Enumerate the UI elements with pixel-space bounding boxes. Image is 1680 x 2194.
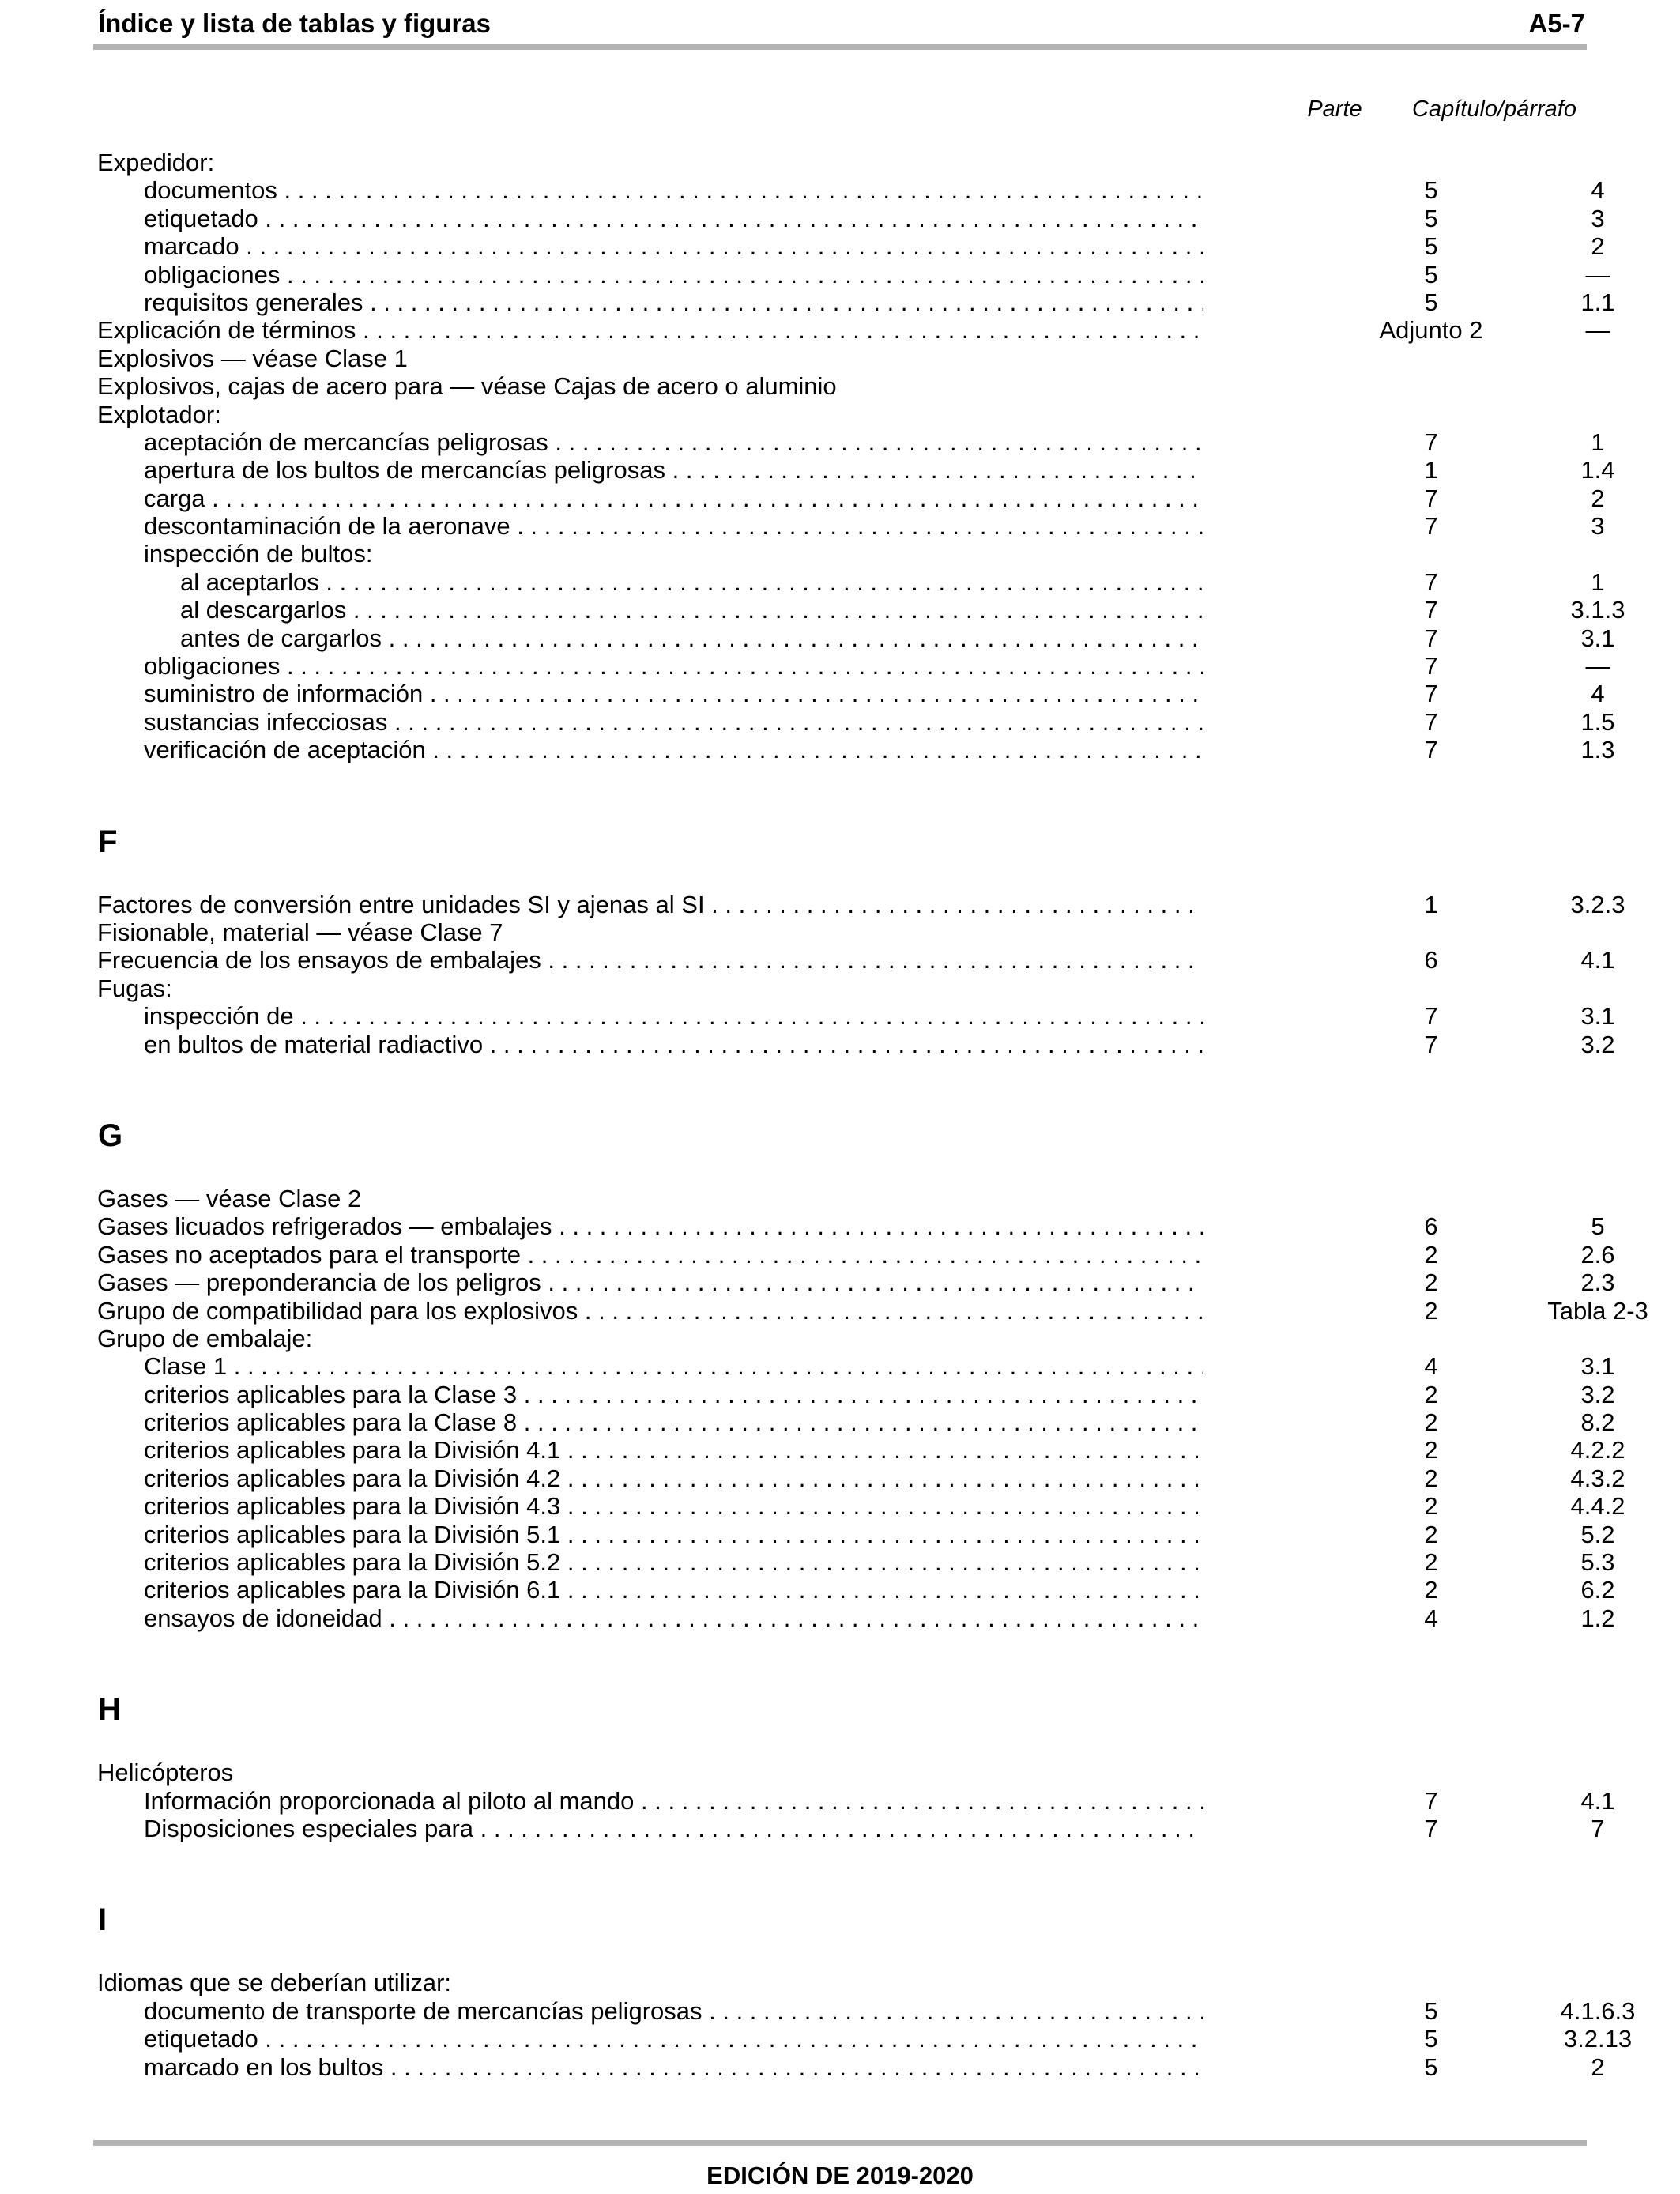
entry-label: Fisionable, material — véase Clase 7	[97, 918, 503, 946]
entry-label: Gases — véase Clase 2	[97, 1184, 362, 1212]
entry-part: 5	[1424, 232, 1438, 261]
index-entry	[96, 260, 1610, 288]
entry-label: criterios aplicables para la División 4.3 . . .	[144, 1492, 1203, 1520]
entry-part: 7	[1424, 512, 1438, 541]
section-gap	[96, 1948, 1585, 1969]
entry-chapter: 2.3	[1580, 1269, 1615, 1297]
entry-label: etiquetado . . .	[144, 205, 1203, 232]
entry-chapter: 1.5	[1580, 707, 1615, 736]
entry-label: carga . . .	[144, 484, 1203, 512]
section-letter: F	[98, 824, 118, 859]
index-entry	[96, 652, 1610, 680]
entry-part: 7	[1424, 428, 1438, 456]
entry-part: 7	[1424, 1814, 1438, 1842]
index-entry	[96, 1212, 1605, 1241]
entry-label: al aceptarlos . . .	[180, 568, 1203, 596]
index-entry	[96, 1786, 1615, 1815]
index-entry	[96, 1996, 1636, 2025]
index-entry	[96, 456, 1615, 484]
entry-chapter: —	[1585, 316, 1610, 345]
entry-label: documento de transporte de mercancías peligrosas . . .	[144, 1997, 1203, 2025]
index-entry	[96, 2025, 1633, 2053]
entry-label: inspección de . . .	[144, 1002, 1203, 1030]
entry-chapter: 4.3.2	[1570, 1464, 1625, 1492]
index-entry	[96, 401, 1585, 428]
entry-label: criterios aplicables para la División 5.1 . . .	[144, 1521, 1203, 1548]
entry-chapter: 6.2	[1580, 1576, 1615, 1604]
entry-part: 2	[1424, 1492, 1438, 1521]
entry-chapter: 3.1	[1580, 1002, 1615, 1031]
entry-chapter: 1	[1591, 567, 1605, 596]
column-header-chapter: Capítulo/párrafo	[1412, 96, 1576, 122]
entry-chapter: 4.1.6.3	[1560, 1996, 1636, 2025]
index-entry	[96, 540, 1585, 567]
index-entry	[96, 1030, 1615, 1058]
entry-part: 6	[1424, 1212, 1438, 1241]
entry-part: 7	[1424, 484, 1438, 512]
entry-label: descontaminación de la aeronave . . .	[144, 512, 1203, 540]
entry-part: 2	[1424, 1576, 1438, 1604]
index-entry	[96, 890, 1625, 918]
footer-rule	[93, 2140, 1587, 2146]
section-gap	[96, 870, 1585, 891]
index-entry	[96, 1969, 1585, 1996]
entry-label: ensayos de idoneidad . . .	[144, 1604, 1203, 1632]
entry-label: etiquetado . . .	[144, 2025, 1203, 2053]
index-entry	[96, 428, 1605, 456]
entry-label: Explosivos — véase Clase 1	[97, 344, 408, 372]
header-rule	[93, 44, 1587, 50]
index-entry	[96, 596, 1625, 624]
entry-chapter: 4.2.2	[1570, 1436, 1625, 1465]
entry-chapter: 3	[1591, 512, 1605, 541]
entry-label: en bultos de material radiactivo . . .	[144, 1031, 1203, 1058]
index-entry	[96, 1576, 1615, 1604]
index-entry	[96, 1269, 1615, 1297]
index-entry	[96, 946, 1615, 974]
entry-part: 2	[1424, 1408, 1438, 1437]
index-entry	[96, 484, 1605, 512]
entry-chapter: 2	[1591, 232, 1605, 261]
entry-chapter: 7	[1591, 1814, 1605, 1842]
page-header	[96, 6, 1585, 41]
entry-part: 7	[1424, 624, 1438, 652]
entry-chapter: 5	[1591, 1212, 1605, 1241]
entry-label: Disposiciones especiales para . . .	[144, 1815, 1203, 1842]
entry-chapter: 2	[1591, 2053, 1605, 2081]
entry-part: 1	[1424, 890, 1438, 918]
index-entry	[96, 1604, 1615, 1632]
index-entry	[96, 736, 1615, 764]
entry-part: 7	[1424, 1002, 1438, 1031]
index-entry	[96, 372, 1585, 400]
entry-chapter: 4.1	[1580, 946, 1615, 974]
entry-chapter: 4.4.2	[1570, 1492, 1625, 1521]
entry-label: Frecuencia de los ensayos de embalajes . . .	[97, 946, 1203, 974]
entry-label: Clase 1 . . .	[144, 1352, 1203, 1380]
index-entry	[96, 2053, 1605, 2081]
entry-label: antes de cargarlos . . .	[180, 624, 1203, 652]
entry-label: Información proporcionada al piloto al mando . . .	[144, 1787, 1203, 1815]
entry-chapter: Tabla 2-3	[1547, 1296, 1648, 1325]
index-entry	[96, 1185, 1585, 1212]
entry-part: 7	[1424, 736, 1438, 764]
entry-label: criterios aplicables para la División 6.1 . . .	[144, 1576, 1203, 1604]
entry-label: inspección de bultos:	[144, 540, 373, 568]
entry-label: suministro de información . . .	[144, 680, 1203, 707]
entry-label: Explotador:	[97, 400, 221, 428]
entry-label: Gases no aceptados para el transporte . . .	[97, 1241, 1203, 1269]
entry-part: 5	[1424, 1996, 1438, 2025]
index-entry	[96, 624, 1615, 652]
entry-label: obligaciones . . .	[144, 261, 1203, 288]
entry-label: aceptación de mercancías peligrosas . . .	[144, 428, 1203, 456]
entry-chapter: 3.1	[1580, 1352, 1615, 1381]
entry-label: sustancias infecciosas . . .	[144, 708, 1203, 736]
index-entry	[96, 316, 1610, 345]
entry-part: 5	[1424, 2053, 1438, 2081]
entry-chapter: 2	[1591, 484, 1605, 512]
entry-part: 7	[1424, 596, 1438, 624]
entry-part: 1	[1424, 456, 1438, 484]
entry-part: 2	[1424, 1296, 1438, 1325]
entry-part: 7	[1424, 1786, 1438, 1815]
entry-label: criterios aplicables para la División 4.1 . . .	[144, 1436, 1203, 1464]
section-gap	[96, 1738, 1585, 1759]
header-title: Índice y lista de tablas y figuras	[98, 9, 492, 38]
section-gap	[96, 764, 1585, 813]
index-entry	[96, 974, 1585, 1002]
index-entry	[96, 1814, 1605, 1842]
entry-label: al descargarlos . . .	[180, 596, 1203, 624]
index-entry	[96, 232, 1605, 261]
entry-label: Grupo de embalaje:	[97, 1324, 313, 1352]
entry-label: obligaciones . . .	[144, 652, 1203, 680]
entry-part: 2	[1424, 1464, 1438, 1492]
index-entry	[96, 1325, 1585, 1352]
entry-chapter: 3.1	[1580, 624, 1615, 652]
index-entry	[96, 707, 1615, 736]
entry-part: 2	[1424, 1520, 1438, 1548]
entry-chapter: —	[1585, 260, 1610, 288]
column-header-part: Parte	[1307, 96, 1362, 122]
index-entry	[96, 149, 1585, 176]
entry-chapter: 3.2.3	[1570, 890, 1625, 918]
entry-label: Fugas:	[97, 974, 172, 1002]
entry-part: 5	[1424, 204, 1438, 232]
entry-part: 7	[1424, 707, 1438, 736]
entry-part: 2	[1424, 1269, 1438, 1297]
entry-chapter: 1.3	[1580, 736, 1615, 764]
section-gap	[96, 1058, 1585, 1107]
footer-edition: EDICIÓN DE 2019-2020	[706, 2162, 974, 2189]
entry-chapter: 1	[1591, 428, 1605, 456]
entry-label: marcado . . .	[144, 232, 1203, 260]
index-entry	[96, 512, 1605, 541]
entry-label: criterios aplicables para la División 5.2 . . .	[144, 1548, 1203, 1576]
entry-label: Explosivos, cajas de acero para — véase Cajas de acero o aluminio	[97, 372, 837, 401]
index-entry	[96, 1002, 1615, 1031]
index-entry	[96, 680, 1605, 708]
entry-chapter: 4	[1591, 176, 1605, 205]
entry-part: 4	[1424, 1352, 1438, 1381]
index-entry	[96, 1548, 1615, 1577]
entry-part: 4	[1424, 1604, 1438, 1632]
entry-label: requisitos generales . . .	[144, 288, 1203, 316]
entry-label: Gases licuados refrigerados — embalajes . . .	[97, 1212, 1203, 1240]
entry-label: criterios aplicables para la Clase 3 . . .	[144, 1381, 1203, 1408]
section-gap	[96, 1164, 1585, 1185]
index-entry	[96, 176, 1605, 205]
entry-label: Helicópteros	[97, 1759, 234, 1787]
index-body	[96, 149, 1648, 2081]
section-letter: I	[98, 1902, 107, 1938]
entry-label: Gases — preponderancia de los peligros . . .	[97, 1269, 1203, 1296]
entry-chapter: 3	[1591, 204, 1605, 232]
entry-label: Expedidor:	[97, 149, 215, 176]
entry-chapter: 3.1.3	[1570, 596, 1625, 624]
entry-chapter: 4.1	[1580, 1786, 1615, 1815]
section-gap	[96, 1842, 1585, 1891]
entry-chapter: 3.2.13	[1563, 2025, 1633, 2053]
entry-chapter: 3.2	[1580, 1380, 1615, 1408]
entry-label: Factores de conversión entre unidades SI y ajenas al SI . . .	[97, 891, 1203, 918]
entry-part: 7	[1424, 680, 1438, 708]
index-entry	[96, 288, 1615, 316]
index-entry	[96, 1352, 1615, 1381]
entry-part: 6	[1424, 946, 1438, 974]
section-letter: G	[98, 1118, 123, 1153]
entry-part: Adjunto 2	[1379, 316, 1483, 345]
entry-chapter: 5.2	[1580, 1520, 1615, 1548]
entry-part: 5	[1424, 260, 1438, 288]
entry-part: 5	[1424, 2025, 1438, 2053]
index-entry	[96, 567, 1605, 596]
entry-chapter: 4	[1591, 680, 1605, 708]
entry-label: criterios aplicables para la División 4.2 . . .	[144, 1465, 1203, 1492]
section-gap	[96, 1632, 1585, 1681]
entry-chapter: 1.4	[1580, 456, 1615, 484]
entry-label: marcado en los bultos . . .	[144, 2053, 1203, 2081]
entry-chapter: 2.6	[1580, 1240, 1615, 1269]
entry-label: Grupo de compatibilidad para los explosivos . . .	[97, 1297, 1203, 1325]
entry-chapter: 1.1	[1580, 288, 1615, 316]
entry-part: 7	[1424, 1030, 1438, 1058]
entry-chapter: 3.2	[1580, 1030, 1615, 1058]
index-entry	[96, 1759, 1585, 1786]
index-entry	[96, 918, 1585, 946]
index-entry	[96, 1408, 1615, 1437]
index-entry	[96, 1380, 1615, 1408]
entry-label: apertura de los bultos de mercancías peligrosas . . .	[144, 456, 1203, 484]
entry-part: 2	[1424, 1240, 1438, 1269]
entry-part: 2	[1424, 1548, 1438, 1577]
entry-chapter: 5.3	[1580, 1548, 1615, 1577]
entry-part: 7	[1424, 567, 1438, 596]
entry-label: verificación de aceptación . . .	[144, 736, 1203, 763]
index-entry	[96, 1240, 1615, 1269]
index-entry	[96, 1520, 1615, 1548]
index-entry	[96, 1436, 1625, 1465]
entry-part: 2	[1424, 1436, 1438, 1465]
entry-label: documentos . . .	[144, 176, 1203, 204]
entry-chapter: 8.2	[1580, 1408, 1615, 1437]
entry-part: 7	[1424, 652, 1438, 680]
entry-chapter: 1.2	[1580, 1604, 1615, 1632]
entry-label: Explicación de términos . . .	[97, 316, 1203, 344]
index-entry	[96, 204, 1605, 232]
entry-chapter: —	[1585, 652, 1610, 680]
index-entry	[96, 1464, 1625, 1492]
entry-part: 5	[1424, 288, 1438, 316]
entry-part: 2	[1424, 1380, 1438, 1408]
entry-label: criterios aplicables para la Clase 8 . . .	[144, 1408, 1203, 1436]
section-letter: H	[98, 1692, 121, 1728]
entry-part: 5	[1424, 176, 1438, 205]
index-entry	[96, 345, 1585, 372]
entry-label: Idiomas que se deberían utilizar:	[97, 1969, 452, 1997]
index-entry	[96, 1492, 1625, 1521]
index-entry	[96, 1296, 1648, 1325]
header-page-number: A5-7	[1528, 9, 1585, 38]
